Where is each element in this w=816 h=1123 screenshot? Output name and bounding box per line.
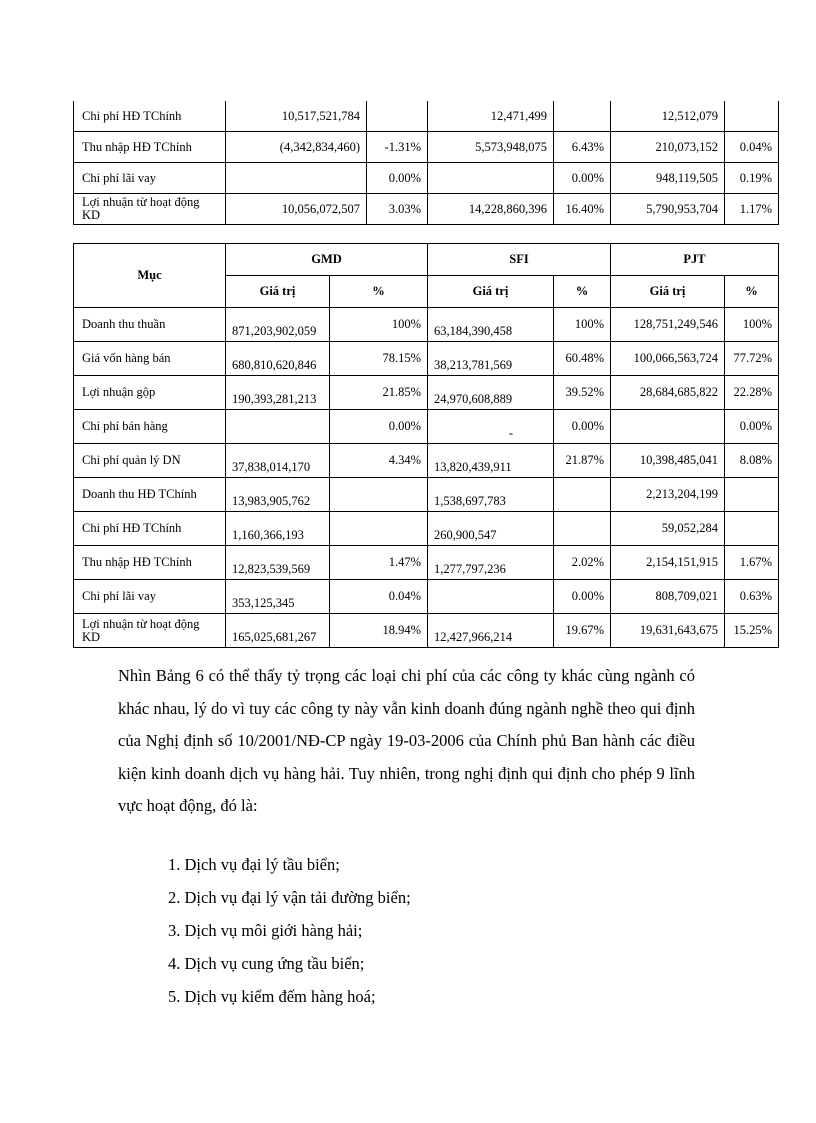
table-cell: 260,900,547 [428, 512, 554, 546]
table-row [74, 478, 779, 512]
table-cell: 1,277,797,236 [428, 546, 554, 580]
table-cell: 13,983,905,762 [226, 478, 330, 512]
header-value-gmd: Giá trị [226, 276, 330, 308]
table-cell: 10,398,485,041 [611, 444, 725, 478]
table-cell: 0.04% [330, 580, 428, 614]
table-cell: 1,538,697,783 [428, 478, 554, 512]
table-cell: 37,838,014,170 [226, 444, 330, 478]
table-cell: 210,073,152 [611, 132, 725, 163]
table-cell: (4,342,834,460) [226, 132, 367, 163]
header-muc: Mục [74, 244, 226, 308]
table-cell: 10,517,521,784 [226, 101, 367, 132]
table-row [74, 512, 779, 546]
table-cell: 0.00% [725, 410, 779, 444]
table-cell: 18.94% [330, 614, 428, 648]
row-label: Chi phí HĐ TChính [74, 101, 226, 132]
table-cell: 13,820,439,911 [428, 444, 554, 478]
table-cell: 19.67% [554, 614, 611, 648]
table-cell [226, 163, 367, 194]
row-label: Giá vốn hàng bán [74, 342, 226, 376]
table-row [74, 614, 779, 648]
table-cell: 2.02% [554, 546, 611, 580]
table-cell: -1.31% [367, 132, 428, 163]
list-item: 4. Dịch vụ cung ứng tầu biển; [168, 954, 365, 973]
table-cell [330, 478, 428, 512]
row-label: Doanh thu HĐ TChính [74, 478, 226, 512]
row-label: Doanh thu thuần [74, 308, 226, 342]
table-cell: 0.00% [554, 163, 611, 194]
table-cell [428, 163, 554, 194]
row-label: Thu nhập HĐ TChính [74, 546, 226, 580]
table-cell [611, 410, 725, 444]
row-label: Lợi nhuận từ hoạt động KD [74, 614, 226, 648]
table-cell: 12,471,499 [428, 101, 554, 132]
expense-table-continued [73, 101, 779, 225]
service-list [168, 848, 411, 1013]
table-cell: 8.08% [725, 444, 779, 478]
table-cell: 16.40% [554, 194, 611, 225]
header-gmd: GMD [226, 244, 428, 276]
table-cell: 4.34% [330, 444, 428, 478]
table-cell: 19,631,643,675 [611, 614, 725, 648]
table-cell: 100% [554, 308, 611, 342]
table-cell: 21.85% [330, 376, 428, 410]
table-cell: 2,213,204,199 [611, 478, 725, 512]
row-label: Lợi nhuận từ hoạt động KD [74, 194, 226, 225]
table-cell: 6.43% [554, 132, 611, 163]
header-pct-sfi: % [554, 276, 611, 308]
table-cell: 12,427,966,214 [428, 614, 554, 648]
table-cell: 100,066,563,724 [611, 342, 725, 376]
header-pct-gmd: % [330, 276, 428, 308]
table-cell: 100% [725, 308, 779, 342]
table-cell: 21.87% [554, 444, 611, 478]
header-row-companies [74, 244, 779, 276]
table-cell: 0.63% [725, 580, 779, 614]
table-cell: 0.00% [554, 410, 611, 444]
table-cell: 190,393,281,213 [226, 376, 330, 410]
table-cell: 28,684,685,822 [611, 376, 725, 410]
table-cell: 0.19% [725, 163, 779, 194]
table-cell: 77.72% [725, 342, 779, 376]
table-cell: 100% [330, 308, 428, 342]
header-sfi: SFI [428, 244, 611, 276]
table-cell: 3.03% [367, 194, 428, 225]
row-label: Lợi nhuận gộp [74, 376, 226, 410]
table-cell: 680,810,620,846 [226, 342, 330, 376]
table-cell: 38,213,781,569 [428, 342, 554, 376]
table-row [74, 444, 779, 478]
table-cell: 0.00% [330, 410, 428, 444]
table-row [74, 546, 779, 580]
row-label: Chi phí HĐ TChính [74, 512, 226, 546]
table-cell: 12,823,539,569 [226, 546, 330, 580]
table-cell: 0.00% [554, 580, 611, 614]
table-cell [367, 101, 428, 132]
table-row [74, 308, 779, 342]
table-cell: 5,573,948,075 [428, 132, 554, 163]
table-cell: 1.17% [725, 194, 779, 225]
table-row [74, 580, 779, 614]
company-comparison-table [73, 243, 779, 648]
table-row [74, 376, 779, 410]
table-cell: 63,184,390,458 [428, 308, 554, 342]
header-pct-pjt: % [725, 276, 779, 308]
table-cell: 128,751,249,546 [611, 308, 725, 342]
body-paragraph: Nhìn Bảng 6 có thể thấy tỷ trọng các loại chi phí của các công ty khác cùng ngành có khác nhau, lý do vì tuy các công ty này vẫn kinh doanh đúng ngành nghề theo qui định của Nghị định số 10/2001/NĐ-CP ngày 19-03-2006 của Chính phủ Ban hành các điều kiện kinh doanh dịch vụ hàng hải. Tuy nhiên, trong nghị định qui định cho phép 9 lĩnh vực hoạt động, đó là: [118, 666, 695, 815]
table-row [74, 410, 779, 444]
table-cell: 948,119,505 [611, 163, 725, 194]
table-cell [554, 101, 611, 132]
table-cell [554, 512, 611, 546]
table-cell [226, 410, 330, 444]
row-label: Chi phí lãi vay [74, 580, 226, 614]
row-label: Thu nhập HĐ TChính [74, 132, 226, 163]
header-pjt: PJT [611, 244, 779, 276]
row-label: Chi phí quản lý DN [74, 444, 226, 478]
table-cell: - [428, 410, 554, 444]
row-label: Chi phí bán hàng [74, 410, 226, 444]
table-cell: 2,154,151,915 [611, 546, 725, 580]
table-cell: 22.28% [725, 376, 779, 410]
table-cell: 15.25% [725, 614, 779, 648]
list-item: 3. Dịch vụ môi giới hàng hải; [168, 921, 363, 940]
list-item: 1. Dịch vụ đại lý tầu biển; [168, 855, 340, 874]
table-row [74, 163, 779, 194]
table-cell: 78.15% [330, 342, 428, 376]
table-cell [428, 580, 554, 614]
header-value-sfi: Giá trị [428, 276, 554, 308]
table-cell: 1.47% [330, 546, 428, 580]
table-row [74, 132, 779, 163]
table-cell: 39.52% [554, 376, 611, 410]
table-row [74, 101, 779, 132]
header-value-pjt: Giá trị [611, 276, 725, 308]
table-cell: 12,512,079 [611, 101, 725, 132]
table-cell: 5,790,953,704 [611, 194, 725, 225]
table-cell: 14,228,860,396 [428, 194, 554, 225]
table-row [74, 342, 779, 376]
list-item: 2. Dịch vụ đại lý vận tải đường biển; [168, 888, 411, 907]
table-cell: 1,160,366,193 [226, 512, 330, 546]
table-cell [330, 512, 428, 546]
table-cell: 1.67% [725, 546, 779, 580]
table-cell [725, 101, 779, 132]
table-cell: 10,056,072,507 [226, 194, 367, 225]
table-cell: 59,052,284 [611, 512, 725, 546]
table-cell: 0.04% [725, 132, 779, 163]
table-cell [725, 512, 779, 546]
table-cell: 0.00% [367, 163, 428, 194]
table-cell: 24,970,608,889 [428, 376, 554, 410]
table-cell: 165,025,681,267 [226, 614, 330, 648]
table-cell [554, 478, 611, 512]
table-cell: 808,709,021 [611, 580, 725, 614]
table-row [74, 194, 779, 225]
table-cell [725, 478, 779, 512]
row-label: Chi phí lãi vay [74, 163, 226, 194]
list-item: 5. Dịch vụ kiểm đếm hàng hoá; [168, 987, 376, 1006]
table-cell: 353,125,345 [226, 580, 330, 614]
table-cell: 60.48% [554, 342, 611, 376]
table-cell: 871,203,902,059 [226, 308, 330, 342]
